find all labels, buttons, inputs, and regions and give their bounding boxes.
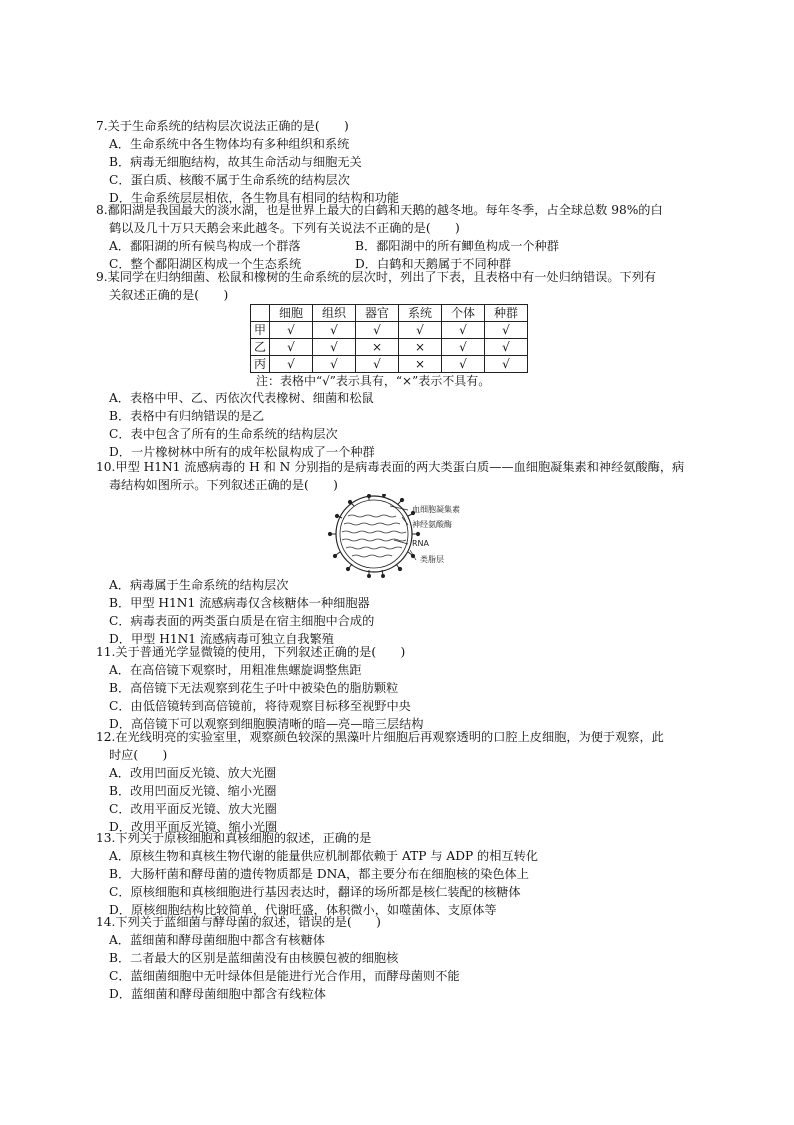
table-cell: √ [442, 356, 485, 373]
option-d: D．改用平面反光镜、缩小光圈 [109, 820, 278, 834]
option-row [96, 237, 706, 255]
label-hemagglutinin: 血细胞凝集素 [412, 505, 460, 514]
option-b: B．二者最大的区别是蓝细菌没有由核膜包被的细胞核 [109, 951, 399, 965]
option-b: B．甲型 H1N1 流感病毒仅含核糖体一种细胞器 [109, 596, 370, 610]
table-header: 种群 [485, 305, 528, 322]
table-cell: √ [485, 322, 528, 339]
table-cell: √ [485, 339, 528, 356]
table-cell: √ [356, 356, 399, 373]
option-a: A．鄱阳湖的所有候鸟构成一个群落 [109, 239, 301, 253]
label-neuraminidase: 神经氨酸酶 [412, 520, 452, 529]
option-b: B．表格中有归纳错误的是乙 [109, 409, 265, 423]
table-cell: √ [399, 322, 442, 339]
lipid-layer-outer [336, 496, 412, 572]
question-stem-continued: 关叙述正确的是( ) [109, 288, 229, 302]
table-cell: × [356, 339, 399, 356]
option-c: C．由低倍镜转到高倍镜前，将待观察目标移至视野中央 [109, 699, 411, 713]
table-row [251, 356, 528, 373]
table-cell [251, 305, 270, 322]
question-7 [96, 117, 706, 207]
question-stem: 9.某同学在归纳细菌、松鼠和橡树的生命系统的层次时，列出了下表，且表格中有一处归纳错误。下列有 [96, 270, 657, 284]
question-stem: 13.下列关于原核细胞和真核细胞的叙述，正确的是 [96, 831, 372, 845]
table-cell: √ [270, 339, 313, 356]
row-label: 甲 [251, 322, 270, 339]
table-cell: √ [442, 339, 485, 356]
table-note: 注：表格中“√”表示具有，“×”表示不具有。 [256, 374, 491, 388]
question-14 [96, 913, 706, 1003]
option-d: D．甲型 H1N1 流感病毒可独立自我繁殖 [109, 632, 334, 646]
table-cell: √ [313, 322, 356, 339]
question-stem: 7.关于生命系统的结构层次说法正确的是( ) [96, 119, 349, 133]
question-stem: 11.关于普通光学显微镜的使用，下列叙述正确的是( ) [96, 645, 406, 659]
life-system-table [250, 304, 528, 373]
table-header: 组织 [313, 305, 356, 322]
table-header: 系统 [399, 305, 442, 322]
option-c: C．改用平面反光镜、放大光圈 [109, 802, 277, 816]
option-d: D．一片橡树林中所有的成年松鼠构成了一个种群 [109, 445, 375, 459]
table-cell: × [399, 339, 442, 356]
option-a: A．表格中甲、乙、丙依次代表橡树、细菌和松鼠 [109, 391, 374, 405]
option-c: C．蛋白质、核酸不属于生命系统的结构层次 [109, 173, 350, 187]
table-cell: √ [270, 322, 313, 339]
lipid-layer-inner [340, 500, 408, 568]
question-9 [96, 268, 706, 304]
option-d: D．生命系统层层相依，各生物具有相同的结构和功能 [109, 191, 400, 205]
table-header: 器官 [356, 305, 399, 322]
option-a: A．生命系统中各生物体均有多种组织和系统 [109, 137, 350, 151]
label-rna: RNA [412, 539, 430, 548]
option-a: A．蓝细菌和酵母菌细胞中都含有核糖体 [109, 933, 325, 947]
table-cell: √ [313, 356, 356, 373]
option-b: B．改用凹面反光镜、缩小光圈 [109, 784, 277, 798]
option-a: A．原核生物和真核生物代谢的能量供应机制都依赖于 ATP 与 ADP 的相互转化 [109, 849, 538, 863]
option-b: B．大肠杆菌和酵母菌的遗传物质都是 DNA，都主要分布在细胞核的染色体上 [109, 867, 529, 881]
option-c: C．病毒表面的两类蛋白质是在宿主细胞中合成的 [109, 614, 375, 628]
table-cell: √ [313, 339, 356, 356]
row-label: 乙 [251, 339, 270, 356]
question-stem: 8.鄱阳湖是我国最大的淡水湖，也是世界上最大的白鹤和天鹅的越冬地。每年冬季，占全球总数 98%的白 [96, 203, 663, 217]
table-header: 个体 [442, 305, 485, 322]
question-stem: 12.在光线明亮的实验室里，观察颜色较深的黑藻叶片细胞后再观察透明的口腔上皮细胞，为便于观察，此 [96, 730, 664, 744]
table-cell: √ [485, 356, 528, 373]
option-d: D．蓝细菌和酵母菌细胞中都含有线粒体 [109, 987, 326, 1001]
question-10-options [96, 576, 706, 648]
option-c: C．蓝细菌细胞中无叶绿体但是能进行光合作用，而酵母菌则不能 [109, 969, 460, 983]
table-cell: √ [356, 322, 399, 339]
question-stem-continued: 毒结构如图所示。下列叙述正确的是( ) [109, 478, 338, 492]
question-10 [96, 458, 706, 494]
question-13 [96, 829, 706, 919]
table-cell: √ [442, 322, 485, 339]
question-8 [96, 201, 706, 273]
option-b: B．鄱阳湖中的所有鲫鱼构成一个种群 [355, 239, 559, 253]
rna-strands [342, 515, 406, 557]
option-d: D．白鹤和天鹅属于不同种群 [355, 257, 512, 271]
question-stem-continued: 鹤以及几十万只天鹅会来此越冬。下列有关说法不正确的是( ) [109, 221, 460, 235]
question-stem-continued: 时应( ) [109, 748, 168, 762]
table-row [251, 322, 528, 339]
question-12 [96, 728, 706, 836]
table-header-row [251, 305, 528, 322]
table-header: 细胞 [270, 305, 313, 322]
row-label: 丙 [251, 356, 270, 373]
virus-structure-figure [324, 494, 484, 578]
question-stem: 14.下列关于蓝细菌与酵母菌的叙述，错误的是( ) [96, 915, 381, 929]
option-b: B．病毒无细胞结构，故其生命活动与细胞无关 [109, 155, 362, 169]
option-c: C．原核细胞和真核细胞进行基因表达时，翻译的场所都是核仁装配的核糖体 [109, 885, 521, 899]
table-cell: √ [270, 356, 313, 373]
table-cell: × [399, 356, 442, 373]
label-lipid-layer: 类脂层 [420, 555, 444, 564]
option-b: B．高倍镜下无法观察到花生子叶中被染色的脂肪颗粒 [109, 681, 399, 695]
option-a: A．在高倍镜下观察时，用粗准焦螺旋调整焦距 [109, 663, 362, 677]
option-a: A．改用凹面反光镜、放大光圈 [109, 766, 277, 780]
option-d: D．原核细胞结构比较简单，代谢旺盛，体积微小，如噬菌体、支原体等 [109, 903, 497, 917]
virus-spikes [328, 494, 419, 578]
question-stem: 10.甲型 H1N1 流感病毒的 H 和 N 分别指的是病毒表面的两大类蛋白质——血细胞凝集素和神经氨酸酶，病 [96, 460, 685, 474]
table-row [251, 339, 528, 356]
question-11 [96, 643, 706, 733]
option-c: C．表中包含了所有的生命系统的结构层次 [109, 427, 338, 441]
question-9-options [96, 389, 706, 461]
option-d: D．高倍镜下可以观察到细胞膜清晰的暗—亮—暗三层结构 [109, 717, 424, 731]
option-a: A．病毒属于生命系统的结构层次 [109, 578, 289, 592]
option-c: C．整个鄱阳湖区构成一个生态系统 [109, 257, 302, 271]
